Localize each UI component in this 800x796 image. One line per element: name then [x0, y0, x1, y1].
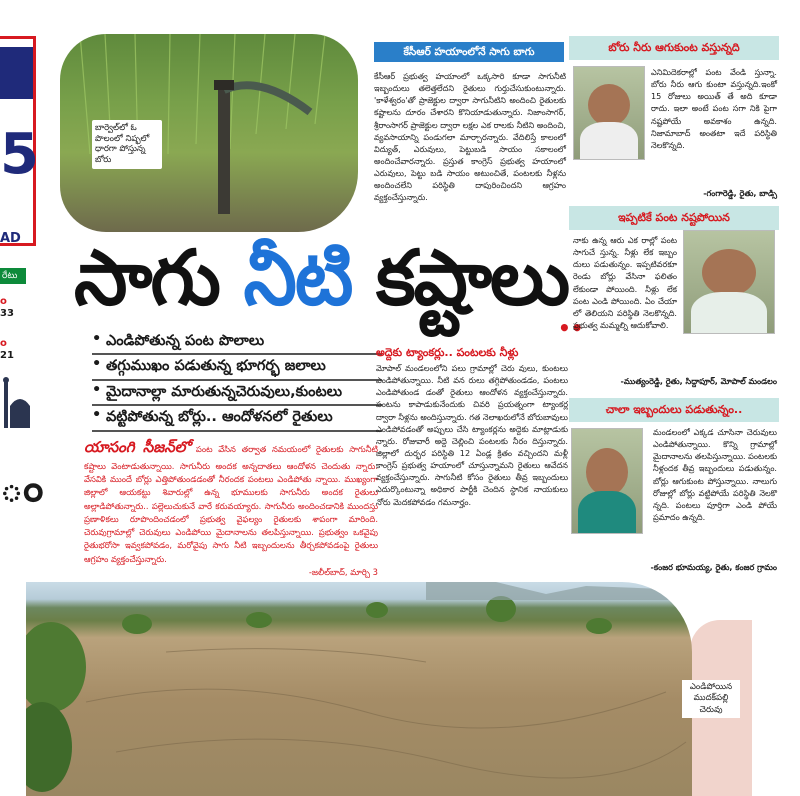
quote-2-text: నాకు ఉన్న ఆరు ఎక రాల్లో పంట సాగుచే స్తున్న. నీళ్లు లేక ఇబ్బం దులు పడుతున్నం. ఇప్పటివరకూ రెండు బోర్లు వేసినా ఫలితం లేకుండా పోయింది. నీళ్లు లేక పంట ఎండి పోయింది. ఏం చేయా లో తెలియని పరిస్థితి నెలకొన్నది. ప్రభుత్వ మమ్మల్ని ఆదుకోవాలి. — [573, 235, 677, 330]
farmer-1-face — [588, 84, 630, 126]
advert-big-number: 5 — [0, 122, 39, 187]
bullet-item: • తగ్గుముఖం పడుతున్న భూగర్భ జలాలు — [92, 355, 382, 380]
farmer-1-photo — [573, 66, 645, 160]
farmer-3-shirt — [578, 491, 637, 534]
rate-value-1: 33 — [0, 308, 14, 319]
lead-paragraph — [84, 436, 378, 579]
farmer-2-face — [702, 249, 756, 296]
rate-mark-2: o — [0, 338, 7, 349]
quote-2-signature: -ముత్యంరెడ్డి, రైతు, సిద్దాపూర్, మోపాల్ మండలం — [620, 376, 777, 386]
farmer-quotes-sidebar — [569, 36, 779, 584]
bullet-item: • ఎండిపోతున్న పంట పొలాలు — [92, 330, 382, 355]
ground-cracks-drawing — [26, 582, 692, 796]
lead-text: పంట వేసిన తర్వాత నమయంలో రైతులకు సాగునీటి కష్టాలు వెంటాడుతున్నాయి. సాగునీరు అందక అన్నదాతలు ఆందోళన చెందుతు న్నారు. వేసవికి ముందే బోర్లు ఎత్తిపోతుండడంతో నీరందక పంటలు ఎండిపోతు న్నాయి. ముఖ్యంగా జిల్లాలో ఆయకట్టు శివారుల్లో ఉన్న భూములకు సాగునీరు అందక రైతులు అల్లాడిపోతున్నారు.. పల్లెలుచుకునే వారే కరువయ్యారు. సాగునీరు అందించడానికి ముందస్తు ప్రణాళికలు రూపొందించడంలో ప్రభుత్వ వైఫల్యం రైతులకు శాపంగా మారింది. చెరువుగ్రామాల్లో చెరువులు ఎండిపోయి మైదానాలను తలపిస్తున్నాయి. ప్రభుత్వం ఒకవైపు రైతుభరోసా ఇవ్వకపోవడం, మరోవైపు సాగు నీటి ఇబ్బందులను తీర్చకపోవడంపై రైతులు ఆగ్రహం వ్యక్తంచేస్తున్నారు. — [84, 444, 378, 564]
dry-lake-photo — [26, 582, 692, 796]
quote-1-text: ఎనిమిదెకరాల్లో పంట వేండి స్తున్నా. బోరు నీరు ఆగు కుంటా వస్తున్నది.ఇంకో 15 రోజులు అయిత్ తే అది కూడా రాదు. ఇలా అంటే పంట సగా నికి పైగా నష్టపోయే అవకాశం ఉన్నది. నిజామాబాద్ అంతటా ఇదే పరిస్థితి నెలకొన్నది. — [651, 67, 777, 150]
advert-ad-label: AD — [0, 231, 21, 246]
tanker-section-body: మోపాల్ మండలంలోని పలు గ్రామాల్లో చెరు వులు, కుంటలు ఎండిపోతున్నాయి. నీటి వన రులు తగ్గిపోతుండడం, పంటలు ఎండిపోతుండ డంతో రైతులు ఆందోళన వ్యక్తంచేస్తున్నారు. పంటను కాపాడుకునేందుకు చివరి ప్రయత్నంగా ట్యాంకర్ల ద్వారా నీళ్లను అందిస్తున్నారు. గత నెలాఖరులోనే బోరుబావులు ఎండిపోవడంతో అప్పులు చేసి ట్యాంకర్లను అద్దెకు మాట్లాడుకు న్నారు. రోజువారీ అద్దె చెల్లించి పంటలకు నీరం దిస్తున్నారు. జిల్లాలో దుర్భర పరిస్థితి 12 ఏండ్ల క్రితం వచ్చిందని మళ్లీ కాంగ్రెస్ ప్రభుత్వ హయాంలో చూస్తున్నామని రైతులు ఆవేదన వ్యక్తంచేస్తున్నారు. సాగునీటి కోసం రైతులు తీవ్ర ఇబ్బందులు ఎదుర్కొంటున్నా అధికార పార్టీకి చెందిన స్థానిక నాయకులు నోరు మెదకపోవడం గమనార్హం. — [376, 363, 568, 507]
quote-3-signature: -కంజర భూమయ్య, రైతు, కంజర గ్రామం — [650, 562, 777, 572]
lead-byline: -జలీల్‌బాద్, మార్చి 3 — [308, 566, 378, 577]
main-headline — [74, 233, 569, 322]
rate-mark-1: o — [0, 296, 7, 307]
mosque-icon — [0, 372, 30, 430]
advert-navy-block — [0, 47, 33, 99]
bullet-item: • మైదానాల్లా మారుతున్నచెరువులు,కుంటలు — [92, 381, 382, 406]
quote-3-text: మండలంలో ఎక్కడ చూసినా చెరువులు ఎండిపోతున్నాయి. కొన్ని గ్రామాల్లో మైదానాలను తలపిస్తున్నాయి. పంటలకు నీళ్లందక తీవ్ర ఇబ్బందులు పడుతున్నం. బోర్లు ఆగుకుంట పోస్తున్నాయి. నాలుగు రోజుల్లో బోర్లు వట్టిపోయే పరిస్థితి నెలకొ న్నది. పంటలు పూర్తిగా ఎండి పోయే ప్రమాదం ఉన్నది. — [653, 427, 778, 522]
borewell-field-photo — [60, 34, 358, 232]
quote-2-heading: ఇప్పటికే పంట నష్టపోయిన — [569, 206, 779, 230]
headline-word-1: సాగు — [74, 233, 219, 322]
bullet-item: • వట్టిపోతున్న బోర్లు.. ఆందోళనలో రైతులు — [92, 406, 382, 431]
lake-photo-caption: ఎండిపోయిన ముదక్‌పల్లి చెరువు — [682, 680, 740, 718]
headline-word-3: కష్టాలు — [375, 233, 569, 322]
rate-value-2: 21 — [0, 350, 14, 361]
quote-1-signature: -గంగారెడ్డి, రైతు, బాడ్సి — [703, 188, 777, 198]
lead-kicker: యాసంగి సీజన్‌లో — [84, 438, 191, 456]
farmer-3-face — [586, 448, 628, 496]
kcr-section-heading: కేసీఆర్ హయాంలోనే సాగు బాగు — [374, 42, 564, 62]
highlight-bullets — [92, 330, 382, 432]
farmer-1-shirt — [580, 122, 639, 160]
farmer-2-shirt — [691, 292, 767, 334]
farmer-3-photo — [571, 428, 643, 534]
adjacent-big-letter: ం — [0, 465, 44, 511]
adjacent-advert-box — [0, 36, 39, 246]
borewell-photo-caption: బార్వెల్‌లో ఓ పొలంలో నిష్ఫలో ధారగా పోస్తున్న బోరు — [92, 120, 162, 169]
kcr-section-body: కేసీఆర్ ప్రభుత్వ హయాంలో ఒక్కసారి కూడా సాగునీటి ఇబ్బందులు తలెత్తలేదని రైతులు గుర్తుచేసుకుంటున్నారు. 'కాళేశ్వరం'తో ప్రాజెక్టుల ద్వారా సాగునీటిని అందించి రైతులకు కష్టాలను దూరం చేశారని కొనియాడుతున్నారు. నిజాంసాగర్, శ్రీరాంసాగర్ ప్రాజెక్టుల ద్వారా లక్షల ఎక రాలకు నీటిని అందించి, వ్యవసాయాన్ని పండుగలా మార్చారన్నారు. వేదిలిస్తే కాలంలో విద్యుత్, ఎరువులు, పెట్టుబడి సాయం సకాలంలో అందించేవారన్నారు. ప్రస్తుత కాంగ్రెస్ ప్రభుత్వ హయాంలో ఎరువులు, పెట్టు బడి సాయం అటుంచితే, పంటలకు నీళ్లను అందించలేని పరిస్థితి దాపురించిందని ఆగ్రహం వ్యక్తంచేస్తున్నారు. — [374, 71, 566, 203]
farmer-2-photo — [683, 230, 775, 334]
headline-dots: •• — [558, 316, 584, 340]
tanker-section-heading: అద్దెకు ట్యాంకర్లు.. పంటలకు నీళ్లు — [376, 346, 519, 359]
headline-word-2: నీటి — [243, 233, 352, 322]
quote-1-heading: బోరు నీరు ఆగుకుంట వస్తున్నది — [569, 36, 779, 60]
rates-tab: రేటు — [0, 268, 26, 284]
quote-3-heading: చాలా ఇబ్బందులు పడుతున్నం.. — [569, 398, 779, 422]
